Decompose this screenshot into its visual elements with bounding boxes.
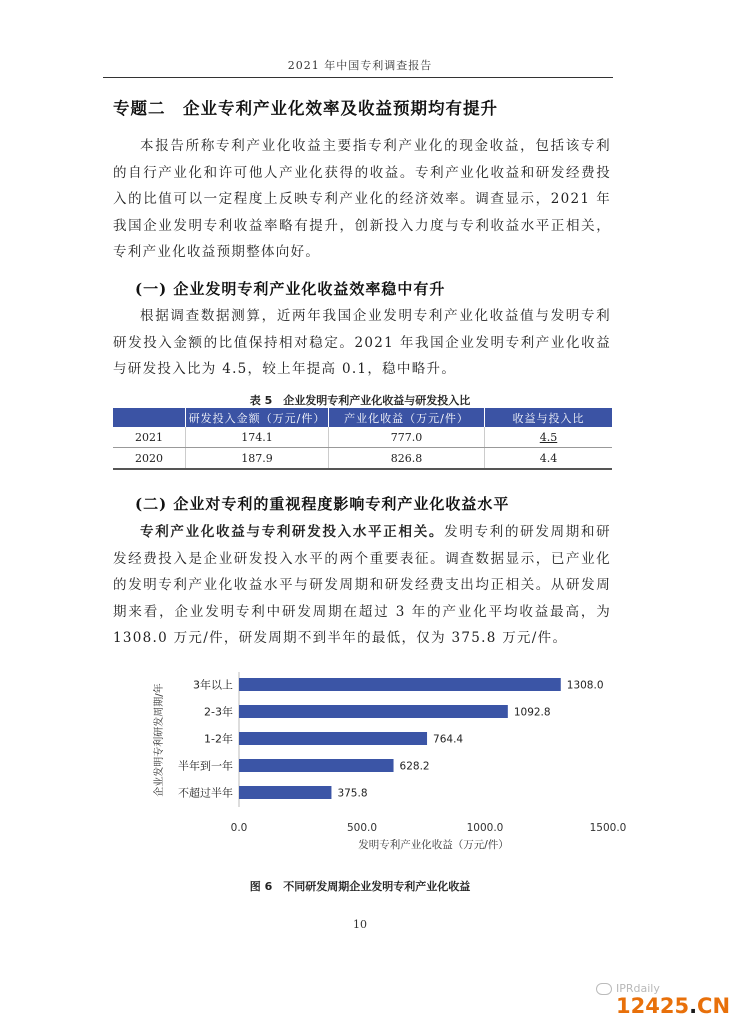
data-label: 628.2 [399, 760, 430, 773]
section2-body [113, 519, 611, 652]
bar [239, 705, 508, 718]
table-cell-ratio: 4.4 [485, 448, 613, 470]
table-cell-revenue: 826.8 [329, 448, 485, 470]
y-tick-label: 不超过半年 [178, 786, 233, 800]
table-cell-ratio [485, 427, 613, 448]
table-cell-year: 2021 [113, 427, 186, 448]
header-rule [103, 77, 613, 78]
table-header-cell [113, 408, 186, 427]
table5 [113, 408, 612, 470]
table-cell-invest: 174.1 [186, 427, 329, 448]
y-tick-label: 1-2年 [204, 732, 233, 746]
topic-intro: 本报告所称专利产业化收益主要指专利产业化的现金收益，包括该专利的自行产业化和许可他人产业化获得的收益。专利产业化收益和研发经费投入的比值可以一定程度上反映专利产业化的经济效率。调查显示，2021 年我国企业发明专利收益率略有提升，创新投入力度与专利收益水平正相关，专利产业化收益预期整体向好。 [113, 138, 611, 260]
data-label: 375.8 [337, 787, 368, 800]
x-tick-label: 0.0 [230, 822, 248, 834]
ratio-value: 4.5 [539, 430, 558, 444]
table-header-cell: 研发投入金额（万元/件） [186, 408, 329, 427]
site-logo-dot: . [689, 994, 698, 1018]
section2-lead: 专利产业化收益与专利研发投入水平正相关。 [140, 524, 445, 540]
topic-title: 专题二 企业专利产业化效率及收益预期均有提升 [113, 99, 498, 118]
section1-title: (一) 企业发明专利产业化收益效率稳中有升 [135, 280, 446, 298]
site-logo-number: 12425 [616, 994, 690, 1018]
section2-title: (二) 企业对专利的重视程度影响专利产业化收益水平 [135, 495, 510, 513]
section1-body: 根据调查数据测算，近两年我国企业发明专利产业化收益值与发明专利研发投入金额的比值保持相对稳定。2021 年我国企业发明专利产业化收益与研发投入比为 4.5，较上年提高 0.1，稳中略升。 [113, 308, 611, 377]
page-number: 10 [353, 918, 367, 931]
y-tick-label: 半年到一年 [178, 759, 233, 773]
wechat-icon [596, 983, 612, 995]
data-label: 764.4 [433, 733, 464, 746]
table-row [113, 427, 612, 448]
bar [239, 732, 427, 745]
y-tick-label: 3年以上 [193, 678, 233, 692]
table-cell-year: 2020 [113, 448, 186, 470]
y-tick-label: 2-3年 [204, 705, 233, 719]
table-cell-invest: 187.9 [186, 448, 329, 470]
bar [239, 678, 561, 691]
table-header-cell: 收益与投入比 [485, 408, 613, 427]
running-header: 2021 年中国专利调查报告 [287, 59, 433, 72]
data-label: 1092.8 [513, 706, 551, 719]
table5-caption: 表 5 企业发明专利产业化收益与研发投入比 [249, 394, 471, 407]
y-axis-title: 企业发明专利研发周期/年 [154, 683, 165, 797]
bar [239, 786, 331, 799]
site-logo-tld: CN [697, 994, 730, 1018]
table-header-cell: 产业化收益（万元/件） [329, 408, 485, 427]
site-logo[interactable] [616, 994, 730, 1018]
table-header-row [113, 408, 612, 427]
figure6-caption: 图 6 不同研发周期企业发明专利产业化收益 [249, 880, 471, 893]
section2-text: 发明专利的研发周期和研发经费投入是企业研发投入水平的两个重要表征。调查数据显示，已产业化的发明专利产业化收益水平与研发周期和研发经费支出均正相关。从研发周期来看，企业发明专利中研发周期在超过 3 年的产业化平均收益最高，为 1308.0 万元/件，研发周期不到半年的最低，仅为 375.8 万元/件。 [113, 524, 611, 646]
bar-chart [140, 668, 640, 858]
x-tick-label: 1000.0 [466, 822, 504, 834]
table-row [113, 448, 612, 470]
x-tick-label: 500.0 [346, 822, 378, 834]
x-axis-title: 发明专利产业化收益（万元/件） [358, 839, 509, 851]
watermark-text: IPRdaily [616, 982, 660, 995]
bar [239, 759, 394, 772]
x-tick-label: 1500.0 [589, 822, 627, 834]
table-cell-revenue: 777.0 [329, 427, 485, 448]
data-label: 1308.0 [566, 679, 604, 692]
